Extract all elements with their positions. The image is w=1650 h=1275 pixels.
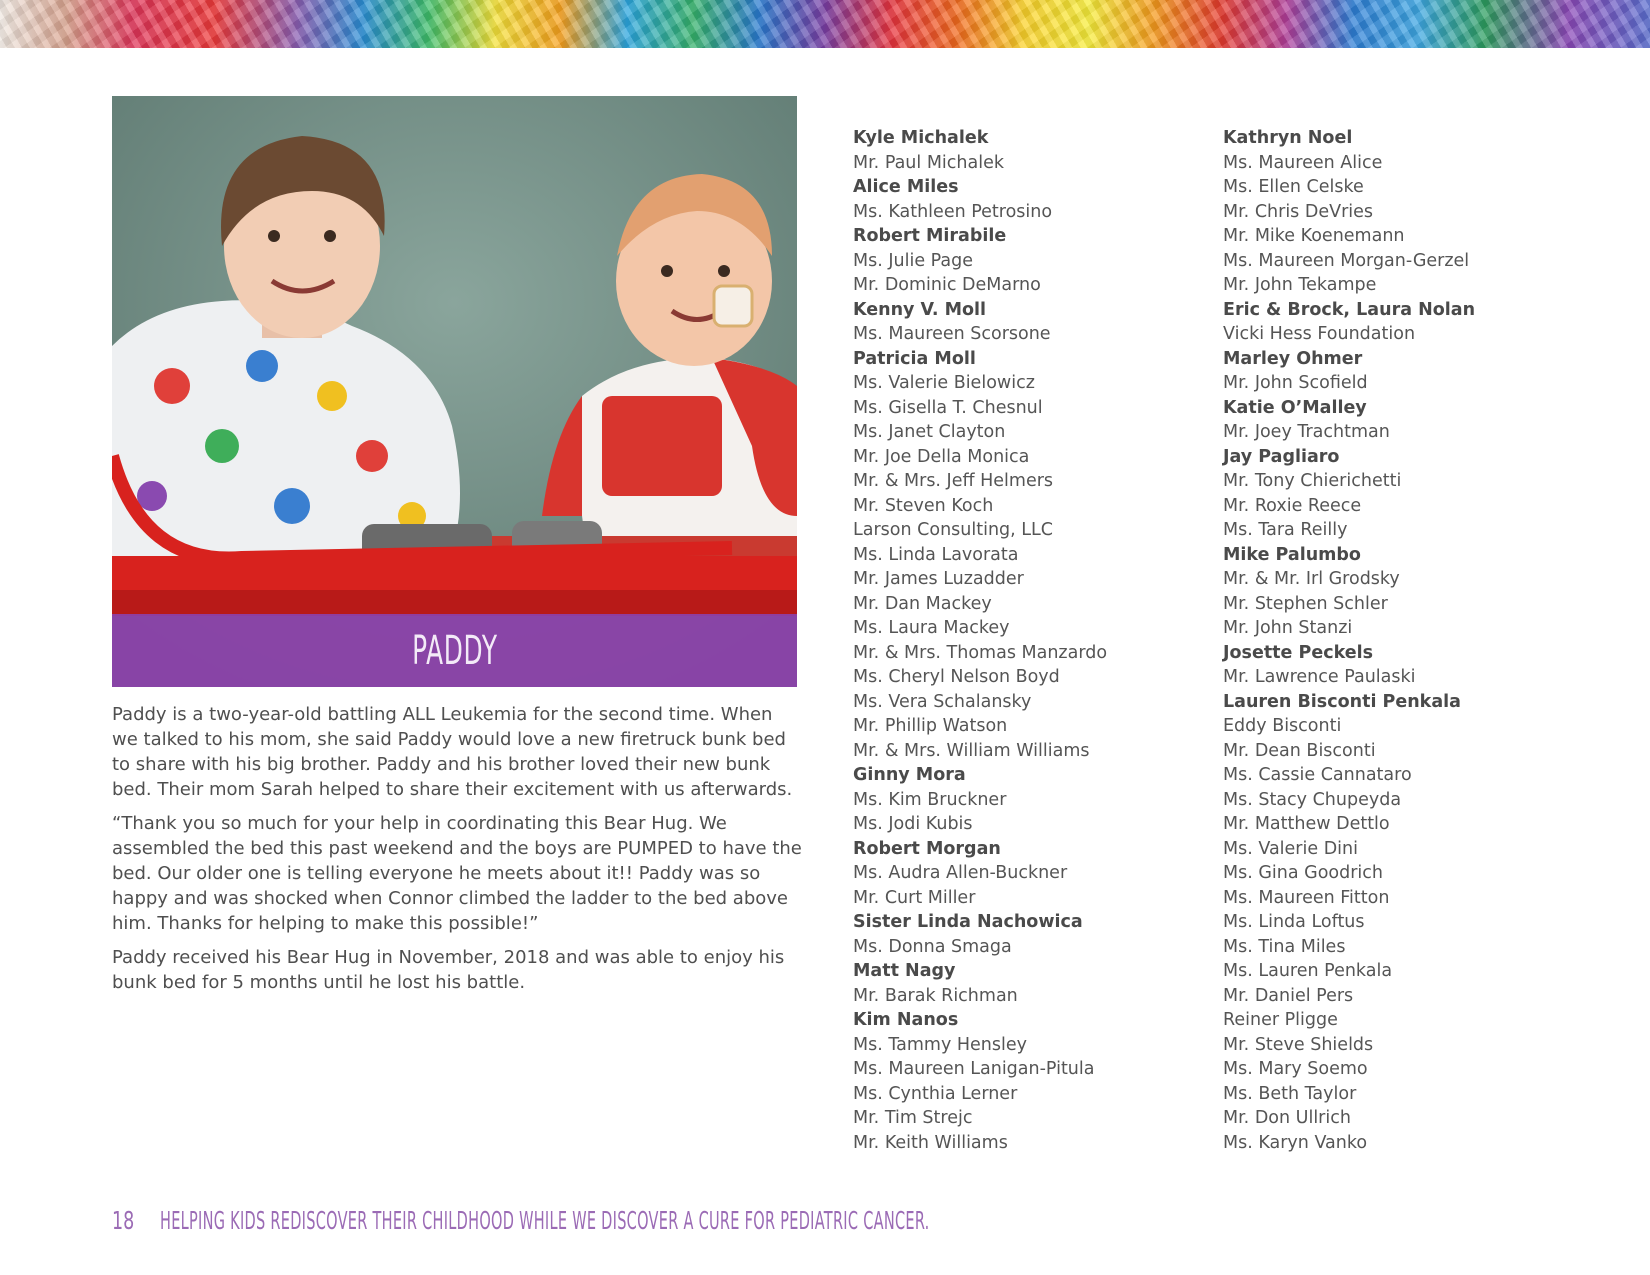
photo-illustration — [112, 96, 797, 687]
donor-name: Mr. & Mrs. William Williams — [853, 740, 1090, 761]
donor-name: Mr. James Luzadder — [853, 569, 1024, 589]
donor-name: Ms. Maureen Fitton — [1223, 887, 1390, 908]
donor-name: Mr. & Mrs. Thomas Manzardo — [853, 642, 1108, 663]
donor-name: Mr. Keith Williams — [853, 1132, 1008, 1153]
donor-name: Ms. Tammy Hensley — [853, 1034, 1027, 1055]
donor-name: Eddy Bisconti — [1223, 716, 1342, 736]
donor-name: Ms. Valerie Dini — [1223, 838, 1358, 859]
honoree-name: Lauren Bisconti Penkala — [1223, 691, 1461, 712]
honoree-name: Eric & Brock, Laura Nolan — [1223, 299, 1476, 320]
donor-name: Mr. John Scofield — [1223, 373, 1368, 393]
donor-name: Ms. Audra Allen-Buckner — [853, 863, 1068, 883]
donor-name: Mr. Barak Richman — [853, 985, 1018, 1006]
donor-name: Mr. Steve Shields — [1223, 1034, 1374, 1055]
donor-name: Ms. Tara Reilly — [1223, 520, 1348, 540]
donor-name: Mr. & Mr. Irl Grodsky — [1223, 569, 1400, 589]
donor-list-column-1 — [853, 126, 1213, 1155]
donor-name: Ms. Cheryl Nelson Boyd — [853, 667, 1060, 687]
donor-name: Ms. Donna Smaga — [853, 936, 1012, 957]
honoree-name: Kathryn Noel — [1223, 128, 1353, 148]
honoree-name: Sister Linda Nachowica — [853, 912, 1083, 932]
honoree-name: Ginny Mora — [853, 765, 966, 785]
donor-name: Ms. Cassie Cannataro — [1223, 765, 1412, 785]
donor-name: Mr. Chris DeVries — [1223, 201, 1374, 222]
honoree-name: Josette Peckels — [1223, 642, 1374, 663]
child-photo — [112, 96, 797, 687]
donor-name: Ms. Julie Page — [853, 250, 974, 271]
donor-name: Mr. Curt Miller — [853, 887, 976, 908]
donor-name: Mr. Phillip Watson — [853, 716, 1008, 736]
donor-name: Ms. Laura Mackey — [853, 618, 1010, 638]
donor-name: Mr. Mike Koenemann — [1223, 226, 1405, 246]
donor-name: Ms. Mary Soemo — [1223, 1059, 1368, 1079]
honoree-name: Jay Pagliaro — [1223, 446, 1340, 467]
donor-name: Mr. Dan Mackey — [853, 593, 992, 614]
donor-name: Mr. Joey Trachtman — [1223, 422, 1390, 442]
honoree-name: Marley Ohmer — [1223, 348, 1363, 369]
donor-name: Ms. Karyn Vanko — [1223, 1132, 1368, 1153]
donor-name: Larson Consulting, LLC — [853, 520, 1054, 540]
page-footer — [112, 1206, 1487, 1236]
story-text — [112, 702, 802, 1004]
donor-name: Mr. John Stanzi — [1223, 618, 1353, 638]
donor-name: Mr. Joe Della Monica — [853, 446, 1030, 467]
donor-name: Mr. Roxie Reece — [1223, 495, 1362, 516]
honoree-name: Patricia Moll — [853, 348, 976, 369]
donor-name: Mr. Lawrence Paulaski — [1223, 667, 1416, 687]
child-name: PADDY — [411, 627, 498, 674]
honoree-name: Katie O’Malley — [1223, 397, 1367, 418]
donor-name: Ms. Maureen Lanigan-Pitula — [853, 1059, 1095, 1079]
honoree-name: Mike Palumbo — [1223, 544, 1361, 565]
donor-name: Ms. Stacy Chupeyda — [1223, 789, 1402, 810]
donor-name: Ms. Gisella T. Chesnul — [853, 397, 1043, 418]
donor-name: Ms. Beth Taylor — [1223, 1083, 1357, 1104]
donor-name: Ms. Maureen Scorsone — [853, 324, 1051, 344]
donor-name: Vicki Hess Foundation — [1223, 324, 1416, 344]
donor-name: Ms. Valerie Bielowicz — [853, 373, 1035, 393]
donor-name: Mr. Dean Bisconti — [1223, 740, 1376, 761]
story-quote-paragraph: “Thank you so much for your help in coordinating this Bear Hug. We assembled the bed this past weekend and the boys are PUMPED to have the bed. Our older one is telling everyone he meets about it!! Paddy was so happy and was shocked when Connor climbed the ladder to the bed above him. Thanks for helping to make this possible!” — [112, 813, 802, 934]
donor-name: Reiner Pligge — [1223, 1010, 1338, 1030]
donor-name: Ms. Kim Bruckner — [853, 789, 1007, 810]
donor-name: Ms. Maureen Morgan-Gerzel — [1223, 250, 1470, 271]
donor-name: Ms. Vera Schalansky — [853, 691, 1032, 712]
story-paragraph: Paddy received his Bear Hug in November, 2018 and was able to enjoy his bunk bed for 5 months until he lost his battle. — [112, 947, 785, 993]
donor-name: Mr. & Mrs. Jeff Helmers — [853, 471, 1054, 491]
donor-name: Ms. Jodi Kubis — [853, 814, 973, 834]
child-name-banner — [112, 614, 797, 687]
donor-name: Mr. Don Ullrich — [1223, 1108, 1351, 1128]
honoree-name: Kim Nanos — [853, 1010, 959, 1030]
page-number: 18 — [112, 1206, 135, 1235]
footer-tagline: HELPING KIDS REDISCOVER THEIR CHILDHOOD WHILE WE DISCOVER A CURE FOR PEDIATRIC CANCER. — [159, 1206, 930, 1235]
honoree-name: Robert Morgan — [853, 838, 1001, 859]
tie-dye-header-band — [0, 0, 1650, 48]
donor-name: Ms. Cynthia Lerner — [853, 1083, 1018, 1104]
honoree-name: Kyle Michalek — [853, 128, 989, 148]
donor-name: Mr. Dominic DeMarno — [853, 275, 1041, 295]
donor-name: Mr. Tony Chierichetti — [1223, 471, 1402, 491]
donor-name: Mr. Stephen Schler — [1223, 593, 1388, 614]
donor-name: Ms. Kathleen Petrosino — [853, 201, 1053, 222]
honoree-name: Matt Nagy — [853, 961, 956, 981]
donor-name: Ms. Linda Lavorata — [853, 544, 1019, 565]
donor-name: Ms. Ellen Celske — [1223, 177, 1364, 197]
honoree-name: Alice Miles — [853, 177, 959, 197]
donor-name: Mr. Tim Strejc — [853, 1108, 973, 1128]
donor-name: Ms. Tina Miles — [1223, 936, 1346, 957]
donor-name: Ms. Linda Loftus — [1223, 912, 1365, 932]
donor-name: Mr. Steven Koch — [853, 495, 994, 516]
donor-name: Mr. John Tekampe — [1223, 275, 1377, 295]
donor-name: Ms. Janet Clayton — [853, 422, 1006, 442]
honoree-name: Kenny V. Moll — [853, 299, 987, 320]
donor-name: Mr. Daniel Pers — [1223, 985, 1354, 1006]
donor-name: Ms. Gina Goodrich — [1223, 863, 1383, 883]
donor-name: Ms. Lauren Penkala — [1223, 961, 1393, 981]
story-paragraph: Paddy is a two-year-old battling ALL Leukemia for the second time. When we talked to his mom, she said Paddy would love a new firetruck bunk bed to share with his big brother. Paddy and his brother loved their new bunk bed. Their mom Sarah helped to share their excitement with us afterwards. — [112, 704, 793, 800]
donor-name: Ms. Maureen Alice — [1223, 152, 1383, 173]
donor-name: Mr. Matthew Dettlo — [1223, 814, 1390, 834]
donor-name: Mr. Paul Michalek — [853, 152, 1004, 173]
donor-list-column-2 — [1223, 126, 1583, 1155]
honoree-name: Robert Mirabile — [853, 226, 1007, 246]
